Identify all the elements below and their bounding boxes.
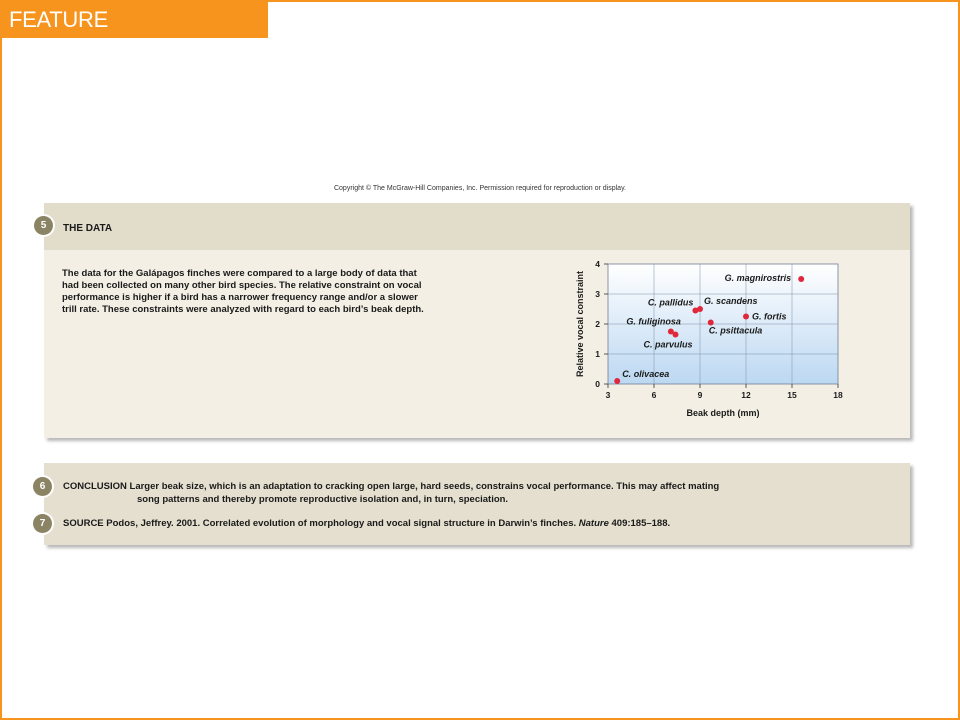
data-description xyxy=(62,268,492,316)
source-citation xyxy=(63,518,823,529)
data-point xyxy=(697,306,703,312)
data-point xyxy=(798,276,804,282)
x-tick-label: 6 xyxy=(651,390,657,400)
y-tick-label: 0 xyxy=(595,379,600,389)
beak-depth-scatter-chart xyxy=(568,255,858,425)
step-7-badge: 7 xyxy=(33,514,52,533)
source-text-after: 409:185–188. xyxy=(608,518,671,529)
point-label: C. olivacea xyxy=(622,369,670,379)
point-label: C. parvulus xyxy=(643,339,693,350)
feature-header: FEATURE INVESTIGATION xyxy=(0,0,268,38)
y-tick-label: 2 xyxy=(595,319,600,329)
conclusion-line-2: song patterns and thereby promote reproductive isolation and, in turn, speciation. xyxy=(137,494,509,505)
source-label: SOURCE xyxy=(63,518,104,529)
y-axis-label: Relative vocal constraint xyxy=(575,270,585,378)
conclusion-label: CONCLUSION xyxy=(63,481,127,492)
x-axis-label: Beak depth (mm) xyxy=(686,408,760,418)
x-tick-label: 3 xyxy=(605,390,611,400)
point-label: G. magnirostris xyxy=(724,273,792,283)
data-description-line: performance is higher if a bird has a narrower frequency range and/or a slower xyxy=(62,292,418,303)
step-5-badge: 5 xyxy=(34,216,53,235)
data-point xyxy=(614,378,620,384)
copyright-notice: Copyright © The McGraw-Hill Companies, Inc. Permission required for reproduction or display. xyxy=(333,185,626,192)
x-tick-label: 15 xyxy=(787,390,797,400)
y-tick-label: 3 xyxy=(595,289,600,299)
point-label: G. fortis xyxy=(752,311,787,322)
conclusion-text xyxy=(63,480,823,506)
point-label: C. psittacula xyxy=(708,325,763,336)
data-description-line: trill rate. These constraints were analyzed with regard to each bird’s beak depth. xyxy=(62,304,424,315)
point-label: G. scandens xyxy=(704,296,758,306)
point-label: C. pallidus xyxy=(647,297,694,308)
x-tick-label: 12 xyxy=(741,390,751,400)
conclusion-line-1: Larger beak size, which is an adaptation to cracking open large, hard seeds, constrains vocal performance. This may affect mating xyxy=(129,481,720,492)
data-panel-header-band xyxy=(44,203,910,250)
data-point xyxy=(672,332,678,338)
source-journal: Nature xyxy=(578,518,609,529)
x-tick-label: 18 xyxy=(833,390,843,400)
data-point xyxy=(743,314,749,320)
point-label: G. fuliginosa xyxy=(626,316,681,327)
step-6-badge: 6 xyxy=(33,477,52,496)
y-tick-label: 4 xyxy=(595,259,600,269)
source-text-before: Podos, Jeffrey. 2001. Correlated evolution of morphology and vocal signal structure in Darwin’s finches. xyxy=(106,518,579,529)
data-description-line: had been collected on many other bird species. The relative constraint on vocal xyxy=(62,280,422,291)
data-description-line: The data for the Galápagos finches were compared to a large body of data that xyxy=(62,268,417,279)
data-section-title: THE DATA xyxy=(63,223,113,234)
y-tick-label: 1 xyxy=(595,349,600,359)
x-tick-label: 9 xyxy=(697,390,703,400)
